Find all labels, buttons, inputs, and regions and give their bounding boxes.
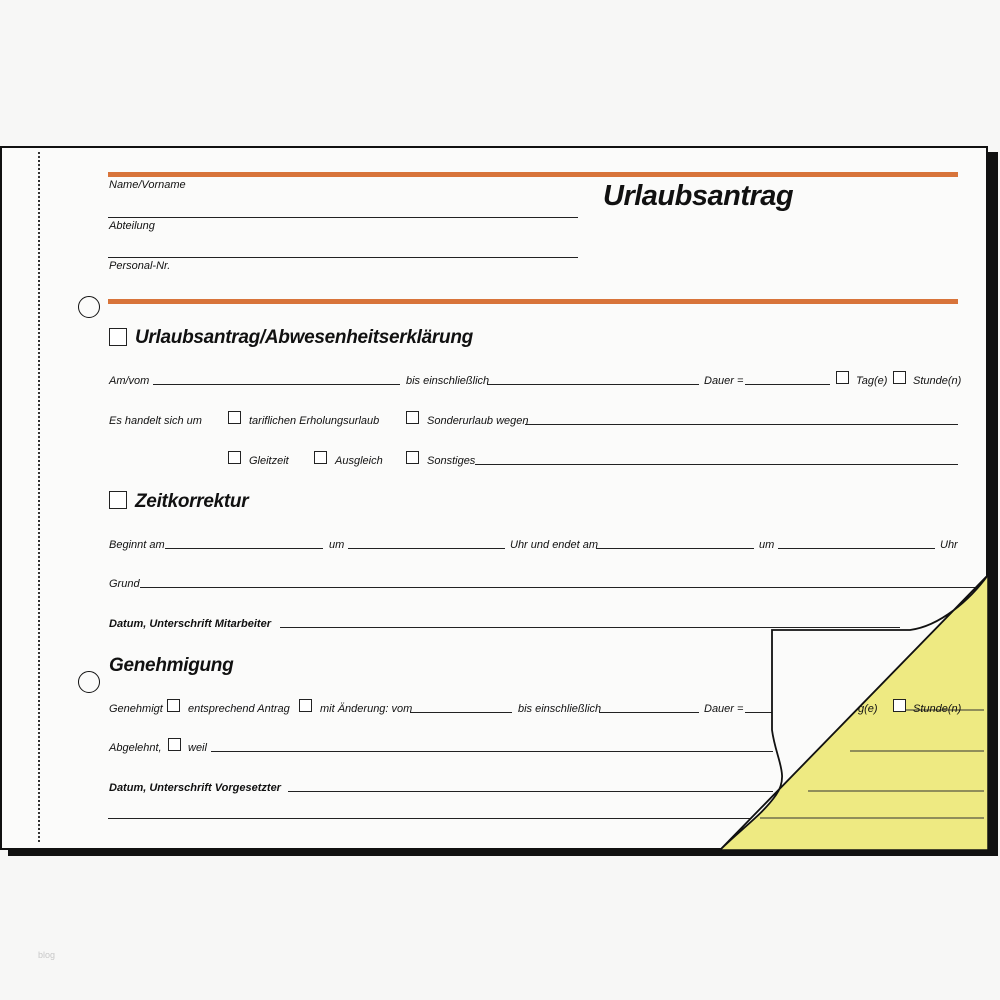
as-requested-checkbox[interactable] <box>167 699 180 712</box>
personnel-no-label: Personal-Nr. <box>109 260 171 272</box>
orange-rule-top <box>108 172 958 177</box>
other-field-line[interactable] <box>475 464 958 465</box>
department-label: Abteilung <box>109 220 155 232</box>
flextime-label: Gleitzeit <box>249 455 289 467</box>
from-label: Am/vom <box>109 375 150 387</box>
approval-hours-label: Stunde(n) <box>913 703 962 715</box>
special-leave-checkbox[interactable] <box>406 411 419 424</box>
special-leave-label: Sonderurlaub wegen <box>427 415 529 427</box>
form-title: Urlaubsantrag <box>603 180 794 212</box>
begins-date-line[interactable] <box>165 548 323 549</box>
until-label: bis einschließlich <box>406 375 490 387</box>
at2-label: um <box>759 539 775 551</box>
compensation-checkbox[interactable] <box>314 451 327 464</box>
compensation-label: Ausgleich <box>335 455 383 467</box>
rejected-checkbox[interactable] <box>168 738 181 751</box>
name-label: Name/Vorname <box>109 179 186 191</box>
begins-label: Beginnt am <box>109 539 165 551</box>
ends-label: Uhr und endet am <box>510 539 599 551</box>
orange-rule-bottom <box>108 299 958 304</box>
concerns-label: Es handelt sich um <box>109 415 202 427</box>
approval-until-label: bis einschließlich <box>518 703 602 715</box>
vacation-checkbox[interactable] <box>228 411 241 424</box>
days-label: Tag(e) <box>856 375 888 387</box>
special-leave-field-line[interactable] <box>525 424 958 425</box>
hours-label: Stunde(n) <box>913 375 962 387</box>
approved-label: Genehmigt <box>109 703 163 715</box>
perforation-line <box>38 152 40 842</box>
clock-label: Uhr <box>940 539 958 551</box>
duration-field-line[interactable] <box>745 384 830 385</box>
hours-checkbox[interactable] <box>893 371 906 384</box>
at-label: um <box>329 539 345 551</box>
approval-section-title: Genehmigung <box>109 655 234 676</box>
punch-hole-bottom <box>78 671 100 693</box>
leave-section-title: Urlaubsantrag/Abwesenheitserklärung <box>135 327 473 348</box>
name-field-line[interactable] <box>108 217 578 218</box>
department-field-line[interactable] <box>108 257 578 258</box>
rejected-label: Abgelehnt, <box>109 742 162 754</box>
vacation-label: tariflichen Erholungsurlaub <box>249 415 380 427</box>
begins-time-line[interactable] <box>348 548 505 549</box>
rejection-reason-line[interactable] <box>211 751 773 752</box>
duration-label: Dauer = <box>704 375 744 387</box>
time-correction-checkbox[interactable] <box>109 491 127 509</box>
because-label: weil <box>188 742 207 754</box>
approval-duration-label: Dauer = <box>704 703 744 715</box>
ends-time-line[interactable] <box>778 548 935 549</box>
approval-hours-checkbox[interactable] <box>893 699 906 712</box>
from-field-line[interactable] <box>153 384 400 385</box>
copy-days-label-partial: g(e) <box>858 703 878 715</box>
until-field-line[interactable] <box>487 384 699 385</box>
as-requested-label: entsprechend Antrag <box>188 703 290 715</box>
with-change-label: mit Änderung: vom <box>320 703 413 715</box>
with-change-checkbox[interactable] <box>299 699 312 712</box>
employee-signature-label: Datum, Unterschrift Mitarbeiter <box>109 618 271 630</box>
time-section-title: Zeitkorrektur <box>135 491 249 512</box>
other-checkbox[interactable] <box>406 451 419 464</box>
flextime-checkbox[interactable] <box>228 451 241 464</box>
punch-hole-top <box>78 296 100 318</box>
supervisor-signature-label: Datum, Unterschrift Vorgesetzter <box>109 782 281 794</box>
ends-date-line[interactable] <box>596 548 754 549</box>
leave-request-checkbox[interactable] <box>109 328 127 346</box>
other-label: Sonstiges <box>427 455 476 467</box>
change-until-line[interactable] <box>599 712 699 713</box>
days-checkbox[interactable] <box>836 371 849 384</box>
watermark-text: blog <box>38 950 56 960</box>
reason-label: Grund <box>109 578 140 590</box>
change-from-line[interactable] <box>410 712 512 713</box>
